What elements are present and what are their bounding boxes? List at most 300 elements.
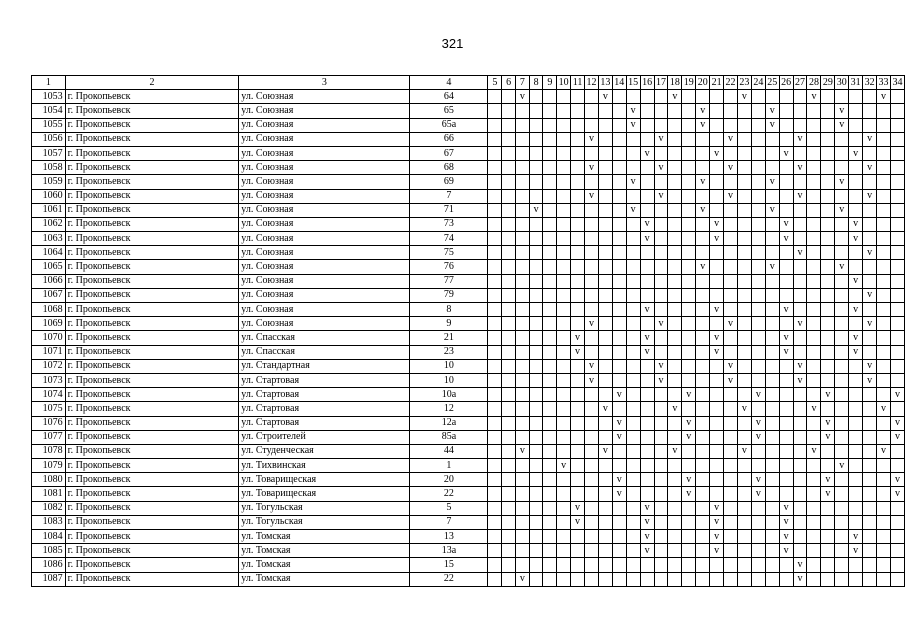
empty-cell — [584, 331, 598, 345]
empty-cell — [751, 359, 765, 373]
empty-cell — [710, 104, 724, 118]
check-mark-cell: v — [890, 430, 904, 444]
empty-cell — [737, 303, 751, 317]
empty-cell — [751, 161, 765, 175]
empty-cell — [571, 388, 585, 402]
empty-cell — [849, 132, 863, 146]
empty-cell — [557, 303, 571, 317]
house-number-cell: 66 — [410, 132, 488, 146]
check-mark-cell: v — [890, 416, 904, 430]
empty-cell — [598, 175, 612, 189]
empty-cell — [765, 146, 779, 160]
empty-cell — [779, 104, 793, 118]
empty-cell — [765, 430, 779, 444]
column-header: 22 — [724, 76, 738, 90]
empty-cell — [835, 161, 849, 175]
empty-cell — [751, 373, 765, 387]
empty-cell — [890, 501, 904, 515]
empty-cell — [515, 217, 529, 231]
empty-cell — [821, 331, 835, 345]
empty-cell — [543, 161, 557, 175]
row-number-cell: 1085 — [32, 544, 66, 558]
empty-cell — [877, 217, 891, 231]
empty-cell — [557, 118, 571, 132]
empty-cell — [724, 288, 738, 302]
column-header: 6 — [502, 76, 516, 90]
empty-cell — [849, 416, 863, 430]
empty-cell — [863, 274, 877, 288]
city-cell: г. Прокопьевск — [65, 90, 239, 104]
empty-cell — [488, 288, 502, 302]
empty-cell — [890, 515, 904, 529]
empty-cell — [682, 303, 696, 317]
check-mark-cell: v — [584, 132, 598, 146]
empty-cell — [849, 558, 863, 572]
empty-cell — [640, 473, 654, 487]
empty-cell — [779, 203, 793, 217]
empty-cell — [751, 146, 765, 160]
city-cell: г. Прокопьевск — [65, 288, 239, 302]
column-header: 21 — [710, 76, 724, 90]
empty-cell — [779, 317, 793, 331]
empty-cell — [682, 246, 696, 260]
empty-cell — [612, 459, 626, 473]
check-mark-cell: v — [626, 203, 640, 217]
empty-cell — [765, 132, 779, 146]
empty-cell — [668, 459, 682, 473]
empty-cell — [696, 487, 710, 501]
street-cell: ул. Томская — [239, 530, 410, 544]
empty-cell — [515, 530, 529, 544]
empty-cell — [682, 260, 696, 274]
empty-cell — [765, 444, 779, 458]
empty-cell — [821, 132, 835, 146]
empty-cell — [863, 260, 877, 274]
table-row — [32, 132, 905, 146]
column-header: 12 — [584, 76, 598, 90]
empty-cell — [682, 161, 696, 175]
empty-cell — [737, 232, 751, 246]
check-mark-cell: v — [696, 104, 710, 118]
empty-cell — [571, 572, 585, 586]
empty-cell — [696, 274, 710, 288]
table-row — [32, 530, 905, 544]
empty-cell — [571, 473, 585, 487]
check-mark-cell: v — [640, 544, 654, 558]
empty-cell — [584, 402, 598, 416]
empty-cell — [502, 146, 516, 160]
street-cell: ул. Стартовая — [239, 388, 410, 402]
empty-cell — [598, 260, 612, 274]
empty-cell — [863, 303, 877, 317]
street-cell: ул. Союзная — [239, 232, 410, 246]
street-cell: ул. Томская — [239, 558, 410, 572]
empty-cell — [835, 132, 849, 146]
empty-cell — [765, 317, 779, 331]
check-mark-cell: v — [849, 232, 863, 246]
check-mark-cell: v — [779, 345, 793, 359]
empty-cell — [737, 274, 751, 288]
check-mark-cell: v — [807, 90, 821, 104]
empty-cell — [654, 388, 668, 402]
column-header: 13 — [598, 76, 612, 90]
empty-cell — [668, 161, 682, 175]
empty-cell — [849, 501, 863, 515]
empty-cell — [543, 402, 557, 416]
empty-cell — [710, 118, 724, 132]
check-mark-cell: v — [890, 388, 904, 402]
empty-cell — [765, 416, 779, 430]
empty-cell — [821, 246, 835, 260]
column-header: 27 — [793, 76, 807, 90]
column-header: 11 — [571, 76, 585, 90]
row-number-cell: 1081 — [32, 487, 66, 501]
check-mark-cell: v — [584, 317, 598, 331]
empty-cell — [612, 515, 626, 529]
empty-cell — [877, 246, 891, 260]
empty-cell — [612, 359, 626, 373]
city-cell: г. Прокопьевск — [65, 317, 239, 331]
empty-cell — [543, 288, 557, 302]
empty-cell — [502, 402, 516, 416]
street-cell: ул. Стартовая — [239, 416, 410, 430]
empty-cell — [584, 515, 598, 529]
empty-cell — [654, 260, 668, 274]
empty-cell — [557, 104, 571, 118]
empty-cell — [515, 118, 529, 132]
empty-cell — [529, 515, 543, 529]
city-cell: г. Прокопьевск — [65, 175, 239, 189]
check-mark-cell: v — [863, 161, 877, 175]
check-mark-cell: v — [724, 373, 738, 387]
table-row — [32, 146, 905, 160]
empty-cell — [863, 175, 877, 189]
check-mark-cell: v — [515, 90, 529, 104]
empty-cell — [807, 359, 821, 373]
empty-cell — [584, 444, 598, 458]
table-row — [32, 473, 905, 487]
empty-cell — [793, 530, 807, 544]
check-mark-cell: v — [793, 161, 807, 175]
table-row — [32, 345, 905, 359]
empty-cell — [765, 288, 779, 302]
check-mark-cell: v — [696, 203, 710, 217]
empty-cell — [598, 572, 612, 586]
empty-cell — [654, 274, 668, 288]
city-cell: г. Прокопьевск — [65, 572, 239, 586]
empty-cell — [557, 246, 571, 260]
empty-cell — [765, 246, 779, 260]
row-number-cell: 1078 — [32, 444, 66, 458]
row-number-cell: 1084 — [32, 530, 66, 544]
empty-cell — [640, 388, 654, 402]
column-header: 34 — [890, 76, 904, 90]
empty-cell — [793, 146, 807, 160]
table-row — [32, 430, 905, 444]
empty-cell — [557, 217, 571, 231]
check-mark-cell: v — [863, 359, 877, 373]
empty-cell — [502, 274, 516, 288]
empty-cell — [877, 303, 891, 317]
city-cell: г. Прокопьевск — [65, 132, 239, 146]
empty-cell — [751, 345, 765, 359]
city-cell: г. Прокопьевск — [65, 501, 239, 515]
empty-cell — [654, 118, 668, 132]
empty-cell — [877, 104, 891, 118]
house-number-cell: 23 — [410, 345, 488, 359]
empty-cell — [849, 373, 863, 387]
empty-cell — [584, 118, 598, 132]
empty-cell — [751, 175, 765, 189]
empty-cell — [529, 104, 543, 118]
check-mark-cell: v — [807, 402, 821, 416]
empty-cell — [765, 402, 779, 416]
empty-cell — [863, 473, 877, 487]
empty-cell — [890, 317, 904, 331]
empty-cell — [626, 331, 640, 345]
empty-cell — [598, 416, 612, 430]
check-mark-cell: v — [765, 104, 779, 118]
empty-cell — [543, 118, 557, 132]
empty-cell — [668, 288, 682, 302]
empty-cell — [612, 373, 626, 387]
empty-cell — [682, 232, 696, 246]
empty-cell — [626, 90, 640, 104]
column-header: 25 — [765, 76, 779, 90]
empty-cell — [849, 203, 863, 217]
street-cell: ул. Союзная — [239, 203, 410, 217]
empty-cell — [502, 473, 516, 487]
check-mark-cell: v — [724, 189, 738, 203]
empty-cell — [654, 473, 668, 487]
empty-cell — [543, 132, 557, 146]
street-cell: ул. Товарищеская — [239, 473, 410, 487]
empty-cell — [807, 274, 821, 288]
empty-cell — [668, 515, 682, 529]
empty-cell — [598, 558, 612, 572]
empty-cell — [557, 402, 571, 416]
check-mark-cell: v — [640, 345, 654, 359]
empty-cell — [529, 118, 543, 132]
empty-cell — [543, 246, 557, 260]
row-number-cell: 1064 — [32, 246, 66, 260]
check-mark-cell: v — [849, 530, 863, 544]
empty-cell — [598, 317, 612, 331]
empty-cell — [543, 444, 557, 458]
empty-cell — [612, 274, 626, 288]
empty-cell — [835, 501, 849, 515]
empty-cell — [807, 288, 821, 302]
empty-cell — [612, 317, 626, 331]
empty-cell — [654, 430, 668, 444]
empty-cell — [821, 558, 835, 572]
check-mark-cell: v — [863, 288, 877, 302]
house-number-cell: 5 — [410, 501, 488, 515]
table-row — [32, 189, 905, 203]
empty-cell — [737, 118, 751, 132]
empty-cell — [626, 260, 640, 274]
empty-cell — [502, 459, 516, 473]
check-mark-cell: v — [668, 90, 682, 104]
check-mark-cell: v — [779, 217, 793, 231]
empty-cell — [807, 459, 821, 473]
empty-cell — [863, 232, 877, 246]
row-number-cell: 1059 — [32, 175, 66, 189]
empty-cell — [529, 217, 543, 231]
empty-cell — [502, 118, 516, 132]
empty-cell — [502, 444, 516, 458]
empty-cell — [682, 146, 696, 160]
empty-cell — [710, 203, 724, 217]
empty-cell — [877, 132, 891, 146]
empty-cell — [502, 345, 516, 359]
empty-cell — [571, 104, 585, 118]
table-row — [32, 331, 905, 345]
empty-cell — [502, 317, 516, 331]
page-number: 321 — [441, 36, 464, 51]
empty-cell — [668, 132, 682, 146]
empty-cell — [779, 473, 793, 487]
empty-cell — [737, 473, 751, 487]
empty-cell — [849, 175, 863, 189]
empty-cell — [696, 217, 710, 231]
check-mark-cell: v — [890, 487, 904, 501]
check-mark-cell: v — [724, 132, 738, 146]
empty-cell — [584, 217, 598, 231]
empty-cell — [571, 430, 585, 444]
empty-cell — [598, 501, 612, 515]
check-mark-cell: v — [765, 118, 779, 132]
empty-cell — [543, 345, 557, 359]
empty-cell — [835, 274, 849, 288]
empty-cell — [751, 260, 765, 274]
check-mark-cell: v — [793, 359, 807, 373]
empty-cell — [807, 416, 821, 430]
empty-cell — [877, 345, 891, 359]
street-cell: ул. Союзная — [239, 303, 410, 317]
empty-cell — [890, 203, 904, 217]
empty-cell — [835, 558, 849, 572]
check-mark-cell: v — [863, 317, 877, 331]
empty-cell — [488, 203, 502, 217]
empty-cell — [488, 558, 502, 572]
empty-cell — [890, 558, 904, 572]
empty-cell — [849, 288, 863, 302]
empty-cell — [502, 246, 516, 260]
empty-cell — [821, 359, 835, 373]
empty-cell — [557, 501, 571, 515]
empty-cell — [890, 246, 904, 260]
row-number-cell: 1080 — [32, 473, 66, 487]
empty-cell — [835, 246, 849, 260]
empty-cell — [584, 345, 598, 359]
empty-cell — [807, 246, 821, 260]
empty-cell — [696, 530, 710, 544]
empty-cell — [835, 515, 849, 529]
empty-cell — [821, 515, 835, 529]
empty-cell — [529, 232, 543, 246]
empty-cell — [821, 501, 835, 515]
empty-cell — [557, 473, 571, 487]
empty-cell — [821, 217, 835, 231]
empty-cell — [793, 288, 807, 302]
empty-cell — [612, 146, 626, 160]
city-cell: г. Прокопьевск — [65, 260, 239, 274]
table-row — [32, 444, 905, 458]
empty-cell — [668, 331, 682, 345]
empty-cell — [710, 274, 724, 288]
empty-cell — [821, 345, 835, 359]
house-number-cell: 10 — [410, 373, 488, 387]
empty-cell — [543, 217, 557, 231]
empty-cell — [543, 331, 557, 345]
check-mark-cell: v — [793, 558, 807, 572]
check-mark-cell: v — [737, 402, 751, 416]
empty-cell — [515, 288, 529, 302]
table-row — [32, 104, 905, 118]
empty-cell — [765, 473, 779, 487]
empty-cell — [668, 416, 682, 430]
empty-cell — [751, 288, 765, 302]
empty-cell — [502, 530, 516, 544]
empty-cell — [849, 359, 863, 373]
empty-cell — [584, 203, 598, 217]
check-mark-cell: v — [682, 416, 696, 430]
empty-cell — [488, 345, 502, 359]
city-cell: г. Прокопьевск — [65, 515, 239, 529]
empty-cell — [557, 444, 571, 458]
column-header: 15 — [626, 76, 640, 90]
empty-cell — [488, 146, 502, 160]
empty-cell — [612, 104, 626, 118]
check-mark-cell: v — [515, 572, 529, 586]
empty-cell — [529, 416, 543, 430]
empty-cell — [793, 260, 807, 274]
column-header: 16 — [640, 76, 654, 90]
empty-cell — [737, 217, 751, 231]
column-header: 19 — [682, 76, 696, 90]
empty-cell — [488, 530, 502, 544]
check-mark-cell: v — [654, 132, 668, 146]
empty-cell — [571, 402, 585, 416]
empty-cell — [737, 544, 751, 558]
empty-cell — [557, 345, 571, 359]
empty-cell — [543, 430, 557, 444]
empty-cell — [863, 558, 877, 572]
empty-cell — [849, 388, 863, 402]
empty-cell — [807, 132, 821, 146]
empty-cell — [612, 189, 626, 203]
empty-cell — [877, 175, 891, 189]
empty-cell — [488, 274, 502, 288]
empty-cell — [793, 544, 807, 558]
empty-cell — [598, 345, 612, 359]
empty-cell — [668, 345, 682, 359]
street-cell: ул. Союзная — [239, 104, 410, 118]
empty-cell — [821, 104, 835, 118]
check-mark-cell: v — [835, 260, 849, 274]
check-mark-cell: v — [612, 487, 626, 501]
empty-cell — [557, 430, 571, 444]
table-row — [32, 388, 905, 402]
empty-cell — [793, 345, 807, 359]
empty-cell — [654, 104, 668, 118]
empty-cell — [724, 345, 738, 359]
table-row — [32, 217, 905, 231]
empty-cell — [849, 487, 863, 501]
empty-cell — [849, 118, 863, 132]
check-mark-cell: v — [890, 473, 904, 487]
